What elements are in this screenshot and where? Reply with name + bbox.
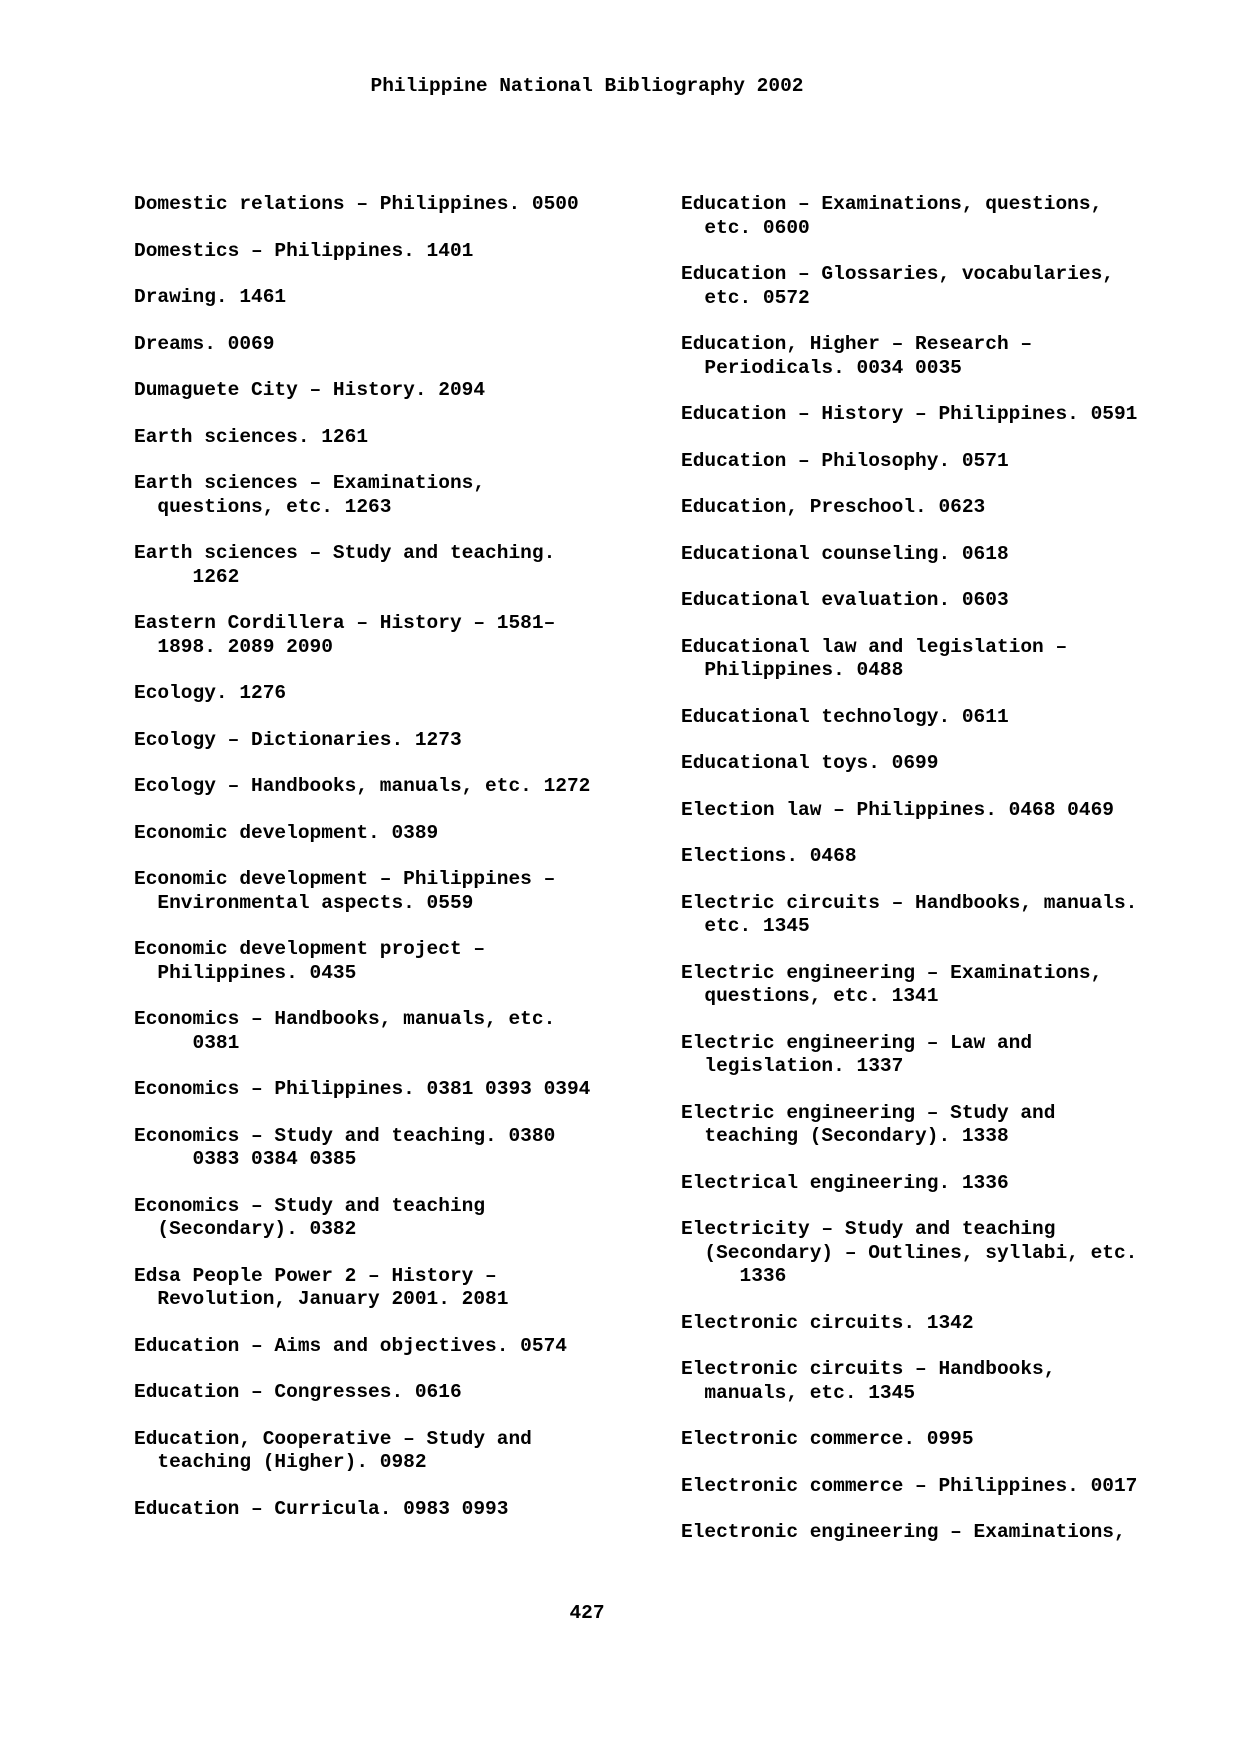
index-entry-line: Educational counseling. 0618 <box>681 542 1009 565</box>
index-entry-line: Electronic commerce – Philippines. 0017 <box>681 1474 1138 1497</box>
index-entry <box>134 1125 654 1172</box>
index-entry-line: Electric circuits – Handbooks, manuals. <box>681 891 1138 914</box>
index-entry-line: Education – Philosophy. 0571 <box>681 449 1009 472</box>
index-entry-line: Electric engineering – Study and <box>681 1101 1056 1124</box>
index-entry-line: etc. 0572 <box>681 286 810 309</box>
index-entry-line: Education – Aims and objectives. 0574 <box>134 1334 567 1357</box>
index-entry-line: questions, etc. 1263 <box>134 495 392 518</box>
index-entry-line: Earth sciences. 1261 <box>134 425 369 448</box>
index-entry <box>134 286 654 310</box>
index-entry <box>134 1008 654 1055</box>
index-entry <box>681 193 1221 240</box>
index-entry-line: Edsa People Power 2 – History – <box>134 1264 497 1287</box>
index-entry-line: Electric engineering – Examinations, <box>681 961 1103 984</box>
index-entry-line: Educational evaluation. 0603 <box>681 589 1009 611</box>
index-entry <box>134 1381 654 1405</box>
index-entry-line: Electric engineering – Law and <box>681 1031 1033 1054</box>
index-entry <box>134 1335 654 1359</box>
index-entry-line: Ecology. 1276 <box>134 682 287 704</box>
index-entry <box>681 1358 1221 1405</box>
index-entry <box>681 496 1221 520</box>
index-entry <box>134 1265 654 1312</box>
index-entry-line: manuals, etc. 1345 <box>681 1381 916 1404</box>
index-column-left <box>134 193 654 1544</box>
index-entry <box>134 775 654 799</box>
index-entry-line: 0383 0384 0385 <box>134 1148 357 1170</box>
index-entry <box>134 193 654 217</box>
index-entry-line: teaching (Secondary). 1338 <box>681 1125 1009 1147</box>
index-entry <box>134 426 654 450</box>
index-entry <box>134 333 654 357</box>
index-entry-line: Elections. 0468 <box>681 845 857 867</box>
index-entry-line: Education – Curricula. 0983 0993 <box>134 1497 509 1520</box>
index-entry <box>681 263 1221 310</box>
page-number: 427 <box>569 1602 605 1624</box>
index-entry <box>134 240 654 264</box>
index-entry-line: Dumaguete City – History. 2094 <box>134 379 486 401</box>
index-entry <box>681 1172 1221 1196</box>
index-entry-line: questions, etc. 1341 <box>681 985 939 1007</box>
page-header-title: Philippine National Bibliography 2002 <box>370 75 804 97</box>
index-entry-line: Economics – Handbooks, manuals, etc. <box>134 1008 556 1030</box>
index-entry-line: Education – Congresses. 0616 <box>134 1381 462 1403</box>
index-entry-line: Drawing. 1461 <box>134 286 287 308</box>
index-entry-line: Education, Cooperative – Study and <box>134 1427 532 1450</box>
index-entry <box>681 589 1221 613</box>
index-entry-line: Eastern Cordillera – History – 1581– <box>134 612 556 634</box>
index-entry-line: Economic development – Philippines – <box>134 868 556 890</box>
index-entry-line: Domestic relations – Philippines. 0500 <box>134 193 579 215</box>
index-entry-line: Periodicals. 0034 0035 <box>681 356 962 379</box>
index-entry-line: Education – Glossaries, vocabularies, <box>681 263 1114 285</box>
index-entry-line: Education – History – Philippines. 0591 <box>681 403 1138 425</box>
index-entry-line: Earth sciences – Examinations, <box>134 472 486 494</box>
index-entry <box>681 1312 1221 1336</box>
index-entry <box>681 636 1221 683</box>
index-entry-line: etc. 0600 <box>681 216 810 239</box>
index-entry-line: etc. 1345 <box>681 915 810 937</box>
index-column-right <box>681 193 1221 1568</box>
index-entry <box>681 1102 1221 1149</box>
index-entry <box>681 1428 1221 1452</box>
index-entry-line: 1262 <box>134 565 240 588</box>
index-entry <box>681 799 1221 823</box>
index-entry-line: teaching (Higher). 0982 <box>134 1451 427 1473</box>
index-entry <box>681 706 1221 730</box>
index-entry-line: (Secondary) – Outlines, syllabi, etc. <box>681 1241 1138 1264</box>
index-entry-line: Education – Examinations, questions, <box>681 193 1103 215</box>
index-entry <box>134 938 654 985</box>
index-entry <box>134 1078 654 1102</box>
index-entry <box>134 1428 654 1475</box>
index-entry-line: Economic development. 0389 <box>134 821 439 844</box>
index-entry-line: Philippines. 0488 <box>681 659 904 681</box>
index-entry-line: Economics – Study and teaching <box>134 1194 486 1217</box>
index-entry <box>681 450 1221 474</box>
index-entry <box>681 333 1221 380</box>
index-entry-line: Education, Higher – Research – <box>681 333 1033 355</box>
index-entry <box>681 752 1221 776</box>
index-entry-line: 1898. 2089 2090 <box>134 635 333 658</box>
index-entry <box>134 472 654 519</box>
index-entry-line: 1336 <box>681 1265 787 1287</box>
index-entry-line: Electronic circuits – Handbooks, <box>681 1358 1056 1380</box>
index-entry <box>681 403 1221 427</box>
index-entry <box>681 1218 1221 1289</box>
index-entry <box>681 1521 1221 1545</box>
index-entry <box>681 845 1221 869</box>
index-entry-line: (Secondary). 0382 <box>134 1218 357 1240</box>
index-entry-line: Philippines. 0435 <box>134 961 357 984</box>
index-entry-line: Educational toys. 0699 <box>681 752 939 774</box>
index-entry-line: Revolution, January 2001. 2081 <box>134 1288 509 1310</box>
index-entry-line: Electronic commerce. 0995 <box>681 1428 974 1450</box>
index-entry-line: Electronic circuits. 1342 <box>681 1311 974 1334</box>
index-entry <box>681 962 1221 1009</box>
index-entry <box>681 1475 1221 1499</box>
index-entry <box>134 682 654 706</box>
index-entry <box>134 1498 654 1522</box>
index-entry-line: legislation. 1337 <box>681 1055 904 1077</box>
index-entry-line: Economic development project – <box>134 938 486 960</box>
index-entry-line: Election law – Philippines. 0468 0469 <box>681 798 1114 821</box>
index-entry <box>681 892 1221 939</box>
index-entry <box>134 542 654 589</box>
index-entry <box>134 1195 654 1242</box>
index-entry <box>134 868 654 915</box>
index-entry-line: Dreams. 0069 <box>134 332 275 355</box>
index-entry-line: 0381 <box>134 1031 240 1054</box>
index-entry <box>681 543 1221 567</box>
index-entry-line: Earth sciences – Study and teaching. <box>134 542 556 564</box>
index-entry-line: Economics – Study and teaching. 0380 <box>134 1124 556 1147</box>
index-entry-line: Educational technology. 0611 <box>681 705 1009 728</box>
index-entry-line: Environmental aspects. 0559 <box>134 891 474 914</box>
index-entry-line: Economics – Philippines. 0381 0393 0394 <box>134 1078 591 1100</box>
index-entry-line: Electrical engineering. 1336 <box>681 1171 1009 1194</box>
index-entry <box>681 1032 1221 1079</box>
index-entry-line: Domestics – Philippines. 1401 <box>134 239 474 262</box>
index-entry <box>134 822 654 846</box>
index-entry-line: Ecology – Dictionaries. 1273 <box>134 728 462 751</box>
index-entry <box>134 729 654 753</box>
index-entry-line: Educational law and legislation – <box>681 635 1068 658</box>
index-entry-line: Education, Preschool. 0623 <box>681 496 986 518</box>
index-entry <box>134 612 654 659</box>
index-entry <box>134 379 654 403</box>
index-entry-line: Electricity – Study and teaching <box>681 1218 1056 1240</box>
index-entry-line: Electronic engineering – Examinations, <box>681 1521 1126 1543</box>
index-entry-line: Ecology – Handbooks, manuals, etc. 1272 <box>134 775 591 797</box>
